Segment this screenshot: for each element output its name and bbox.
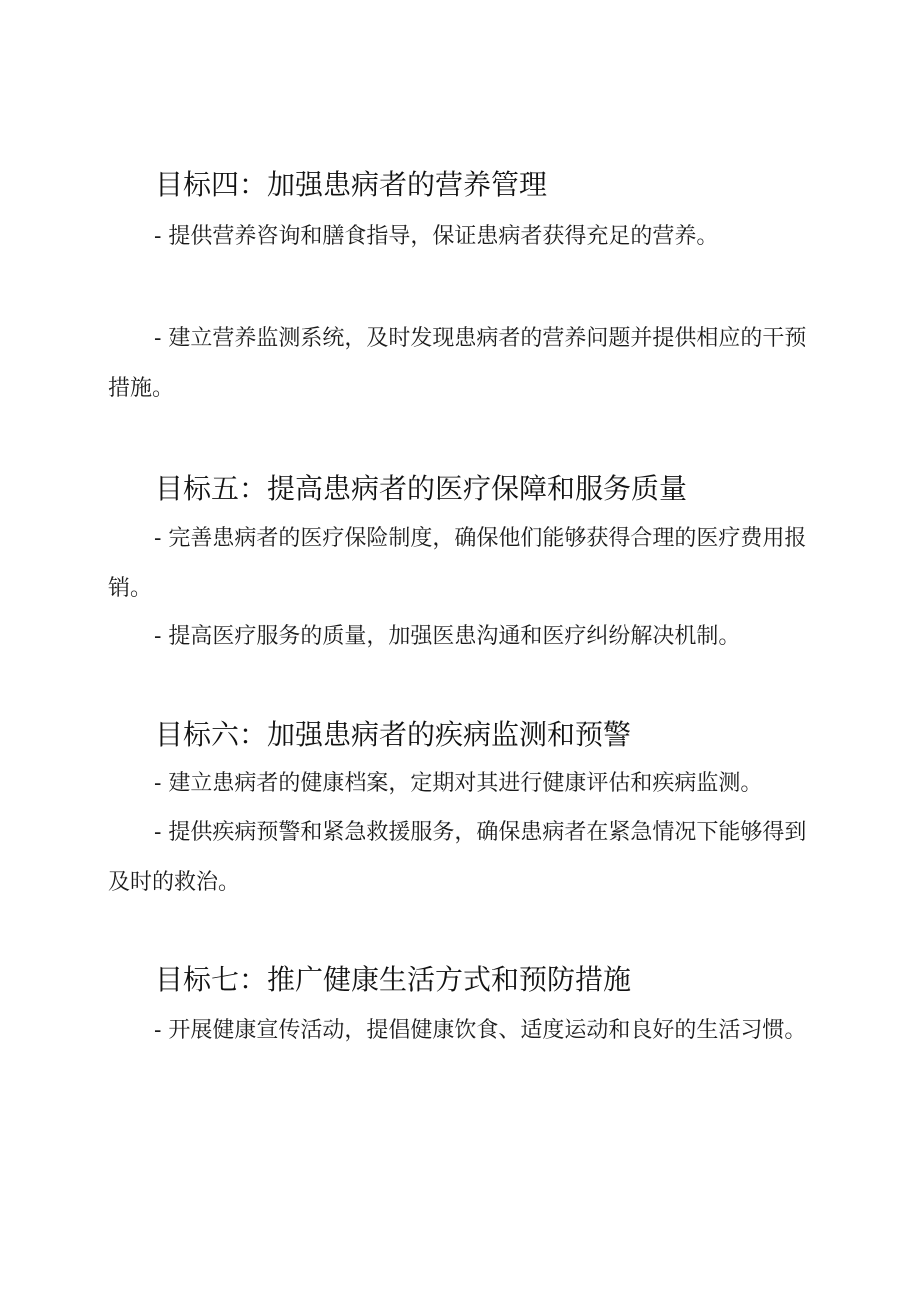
goal-7-item-1: - 开展健康宣传活动，提倡健康饮食、适度运动和良好的生活习惯。 — [154, 1018, 807, 1043]
goal-4-item-1: - 提供营养咨询和膳食指导，保证患病者获得充足的营养。 — [154, 224, 719, 249]
section-heading-goal-6: 目标六：加强患病者的疾病监测和预警 — [155, 718, 632, 751]
goal-5-item-2: - 提高医疗服务的质量，加强医患沟通和医疗纠纷解决机制。 — [154, 624, 741, 649]
goal-6-item-1: - 建立患病者的健康档案，定期对其进行健康评估和疾病监测。 — [154, 771, 763, 796]
section-heading-goal-5: 目标五：提高患病者的医疗保障和服务质量 — [155, 472, 688, 505]
section-heading-goal-4: 目标四：加强患病者的营养管理 — [155, 168, 548, 201]
goal-6-item-2: - 提供疾病预警和紧急救援服务，确保患病者在紧急情况下能够得到及时的救治。 — [108, 820, 807, 895]
goal-5-item-1: - 完善患病者的医疗保险制度，确保他们能够获得合理的医疗费用报销。 — [108, 526, 807, 601]
section-heading-goal-7: 目标七：推广健康生活方式和预防措施 — [155, 963, 632, 996]
goal-4-item-2: - 建立营养监测系统，及时发现患病者的营养问题并提供相应的干预措施。 — [108, 326, 807, 401]
